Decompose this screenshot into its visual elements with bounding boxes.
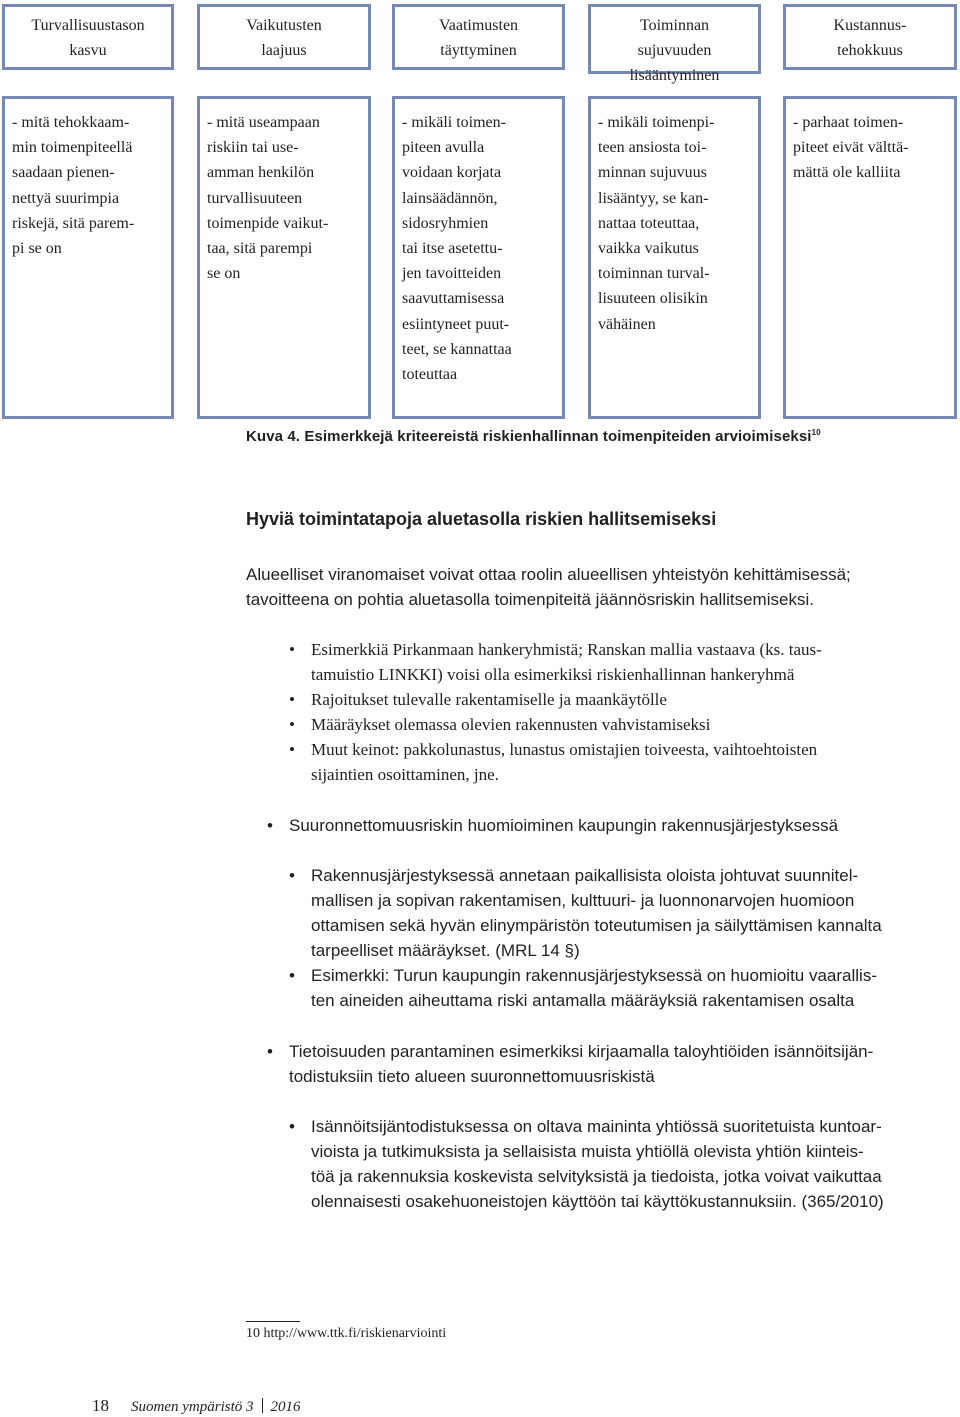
cell-line: sidosryhmien [402, 214, 489, 232]
list-item [289, 1114, 884, 1214]
header-text: Vaikutusten [246, 17, 322, 34]
cell-line: teet, se kannattaa [402, 340, 512, 358]
footnote-divider [246, 1321, 300, 1322]
list-line: todistuksiin tieto alueen suuronnettomuusriskistä [289, 1067, 655, 1086]
bullet-icon: • [289, 740, 295, 759]
header-cell-4 [588, 4, 761, 84]
cell-line: turvallisuuteen [207, 189, 303, 207]
list-line: Muut keinot: pakkolunastus, lunastus omistajien toiveesta, vaihtoehtoisten [311, 740, 818, 759]
header-text: tehokkuus [837, 42, 903, 59]
header-text: sujuvuuden [637, 42, 712, 59]
cell-line: amman henkilön [207, 164, 315, 182]
main-list-item [267, 813, 839, 838]
cell-line: jen tavoitteiden [402, 265, 502, 283]
bullet-icon: • [289, 715, 295, 734]
cell-line: pi se on [12, 240, 62, 258]
cell-line: vaikka vaikutus [598, 240, 699, 258]
list-line: Määräykset olemassa olevien rakennusten vahvistamiseksi [311, 715, 711, 734]
cell-line: se on [207, 265, 241, 283]
criteria-column-3 [392, 96, 565, 419]
footnote: 10 http://www.ttk.fi/riskienarviointi [246, 1326, 447, 1341]
header-cell-2 [197, 4, 371, 70]
cell-line: lisääntyy, se kan- [598, 189, 709, 207]
header-text: laajuus [261, 42, 307, 59]
cell-line: piteet eivät välttä- [793, 139, 909, 157]
intro-paragraph [246, 562, 958, 612]
list-line: töä ja rakennuksia koskevista selvityksistä ja tiedoista, jotka voivat vaikuttaa [311, 1167, 882, 1186]
page-footer [92, 1396, 301, 1416]
bullet-icon: • [267, 816, 273, 835]
bullet-icon: • [289, 1117, 295, 1136]
header-text: Toiminnan [639, 17, 710, 34]
cell-line: nettyä suurimpia [12, 189, 120, 207]
cell-line: - mikäli toimenpi- [598, 114, 715, 131]
header-text: Kustannus- [833, 17, 907, 34]
cell-line: - mitä tehokkaam- [12, 114, 130, 131]
list-item [289, 712, 711, 737]
section-title: Hyviä toimintatapoja aluetasolla riskien hallitsemiseksi [246, 509, 717, 529]
list-line: tamuistio LINKKI) voisi olla esimerkiksi riskienhallinnan hankeryhmä [311, 665, 795, 684]
figure-caption [246, 428, 821, 445]
list-line: vioista ja tutkimuksista ja sellaisista muista yhtiöllä olevista yhtiön kiinteis- [311, 1142, 864, 1161]
list-item [289, 863, 882, 963]
cell-line: taa, sitä parempi [207, 240, 313, 258]
list-item [289, 737, 818, 787]
bullet-icon: • [289, 690, 295, 709]
bullet-icon: • [289, 966, 295, 985]
header-text: Vaatimusten [438, 17, 519, 34]
list-item [289, 637, 822, 687]
header-cell-3 [392, 4, 565, 70]
criteria-column-5 [783, 96, 957, 419]
cell-line: toimenpide vaikut- [207, 214, 329, 232]
cell-line: vähäinen [598, 315, 656, 333]
header-text: lisääntyminen [629, 67, 720, 84]
list-line: mallisen ja sopivan rakentamisen, kulttuuri- ja luonnonarvojen huomioon [311, 891, 855, 910]
list-line: Isännöitsijäntodistuksessa on oltava maininta yhtiössä suoritetuista kuntoar- [311, 1117, 882, 1136]
cell-line: saadaan pienen- [12, 164, 115, 182]
cell-line: toteuttaa [402, 366, 458, 384]
list-line: ten aineiden aiheuttama riski antamalla määräyksiä rakentamisen osalta [311, 991, 855, 1010]
list-line: Esimerkkiä Pirkanmaan hankeryhmistä; Ranskan mallia vastaava (ks. taus- [311, 640, 822, 659]
main-list-item [267, 1039, 874, 1089]
list-line: sijaintien osoittaminen, jne. [311, 765, 499, 784]
bullet-icon: • [289, 866, 295, 885]
cell-line: tai itse asetettu- [402, 240, 503, 258]
cell-line: saavuttamisessa [402, 290, 505, 308]
list-line: tarpeelliset määräykset. (MRL 14 §) [311, 941, 580, 960]
criteria-column-1 [2, 96, 174, 419]
cell-line: - mikäli toimen- [402, 114, 506, 131]
caption-footnote-ref: 10 [811, 428, 821, 437]
cell-line: nattaa toteuttaa, [598, 214, 700, 232]
header-cell-1 [2, 4, 174, 70]
cell-line: riskiin tai use- [207, 139, 299, 157]
cell-line: piteen avulla [402, 139, 485, 157]
cell-line: - mitä useampaan [207, 114, 320, 131]
list-line: Rajoitukset tulevalle rakentamiselle ja maankäytölle [311, 690, 667, 709]
cell-line: esiintyneet puut- [402, 315, 510, 333]
cell-line: teen ansiosta toi- [598, 139, 707, 157]
cell-line: lisuuteen olisikin [598, 290, 708, 308]
list-item [289, 963, 877, 1013]
cell-line: min toimenpiteellä [12, 139, 133, 157]
header-text: täyttyminen [440, 42, 517, 59]
criteria-column-4 [588, 96, 761, 419]
header-cell-5 [783, 4, 957, 70]
cell-line: riskejä, sitä parem- [12, 214, 135, 232]
paragraph-line: tavoitteena on pohtia aluetasolla toimenpiteitä jäännösriskin hallitsemiseksi. [246, 590, 814, 609]
footer-separator [262, 1398, 263, 1413]
caption-text: Kuva 4. Esimerkkejä kriteereistä riskienhallinnan toimenpiteiden arvioimiseksi [246, 428, 812, 445]
cell-line: minnan sujuvuus [598, 164, 707, 182]
cell-line: lainsäädännön, [402, 189, 498, 207]
bullet-icon: • [267, 1042, 273, 1061]
header-text: kasvu [69, 42, 107, 59]
header-text: Turvallisuustason [31, 17, 145, 34]
publication-name: Suomen ympäristö 3 [131, 1399, 254, 1415]
cell-line: toiminnan turval- [598, 265, 710, 283]
page-number: 18 [92, 1396, 109, 1415]
list-line: ottamisen sekä hyvän elinympäristön toteutumisen ja säilyttämisen kannalta [311, 916, 882, 935]
list-line: Tietoisuuden parantaminen esimerkiksi kirjaamalla taloyhtiöiden isännöitsijän- [289, 1042, 874, 1061]
paragraph-line: Alueelliset viranomaiset voivat ottaa roolin alueellisen yhteistyön kehittämisessä; [246, 565, 851, 584]
list-line: Suuronnettomuusriskin huomioiminen kaupungin rakennusjärjestyksessä [289, 816, 839, 835]
list-line: Rakennusjärjestyksessä annetaan paikallisista oloista johtuvat suunnitel- [311, 866, 859, 885]
publication-year: 2016 [270, 1399, 301, 1415]
cell-line: mättä ole kalliita [793, 164, 901, 182]
bullet-icon: • [289, 640, 295, 659]
list-line: olennaisesti osakehuoneistojen käyttöön tai käyttökustannuksiin. (365/2010) [311, 1192, 884, 1211]
list-line: Esimerkki: Turun kaupungin rakennusjärjestyksessä on huomioitu vaarallis- [311, 966, 877, 985]
criteria-column-2 [197, 96, 371, 419]
list-item [289, 687, 667, 712]
cell-line: voidaan korjata [402, 164, 502, 182]
cell-line: - parhaat toimen- [793, 114, 904, 131]
